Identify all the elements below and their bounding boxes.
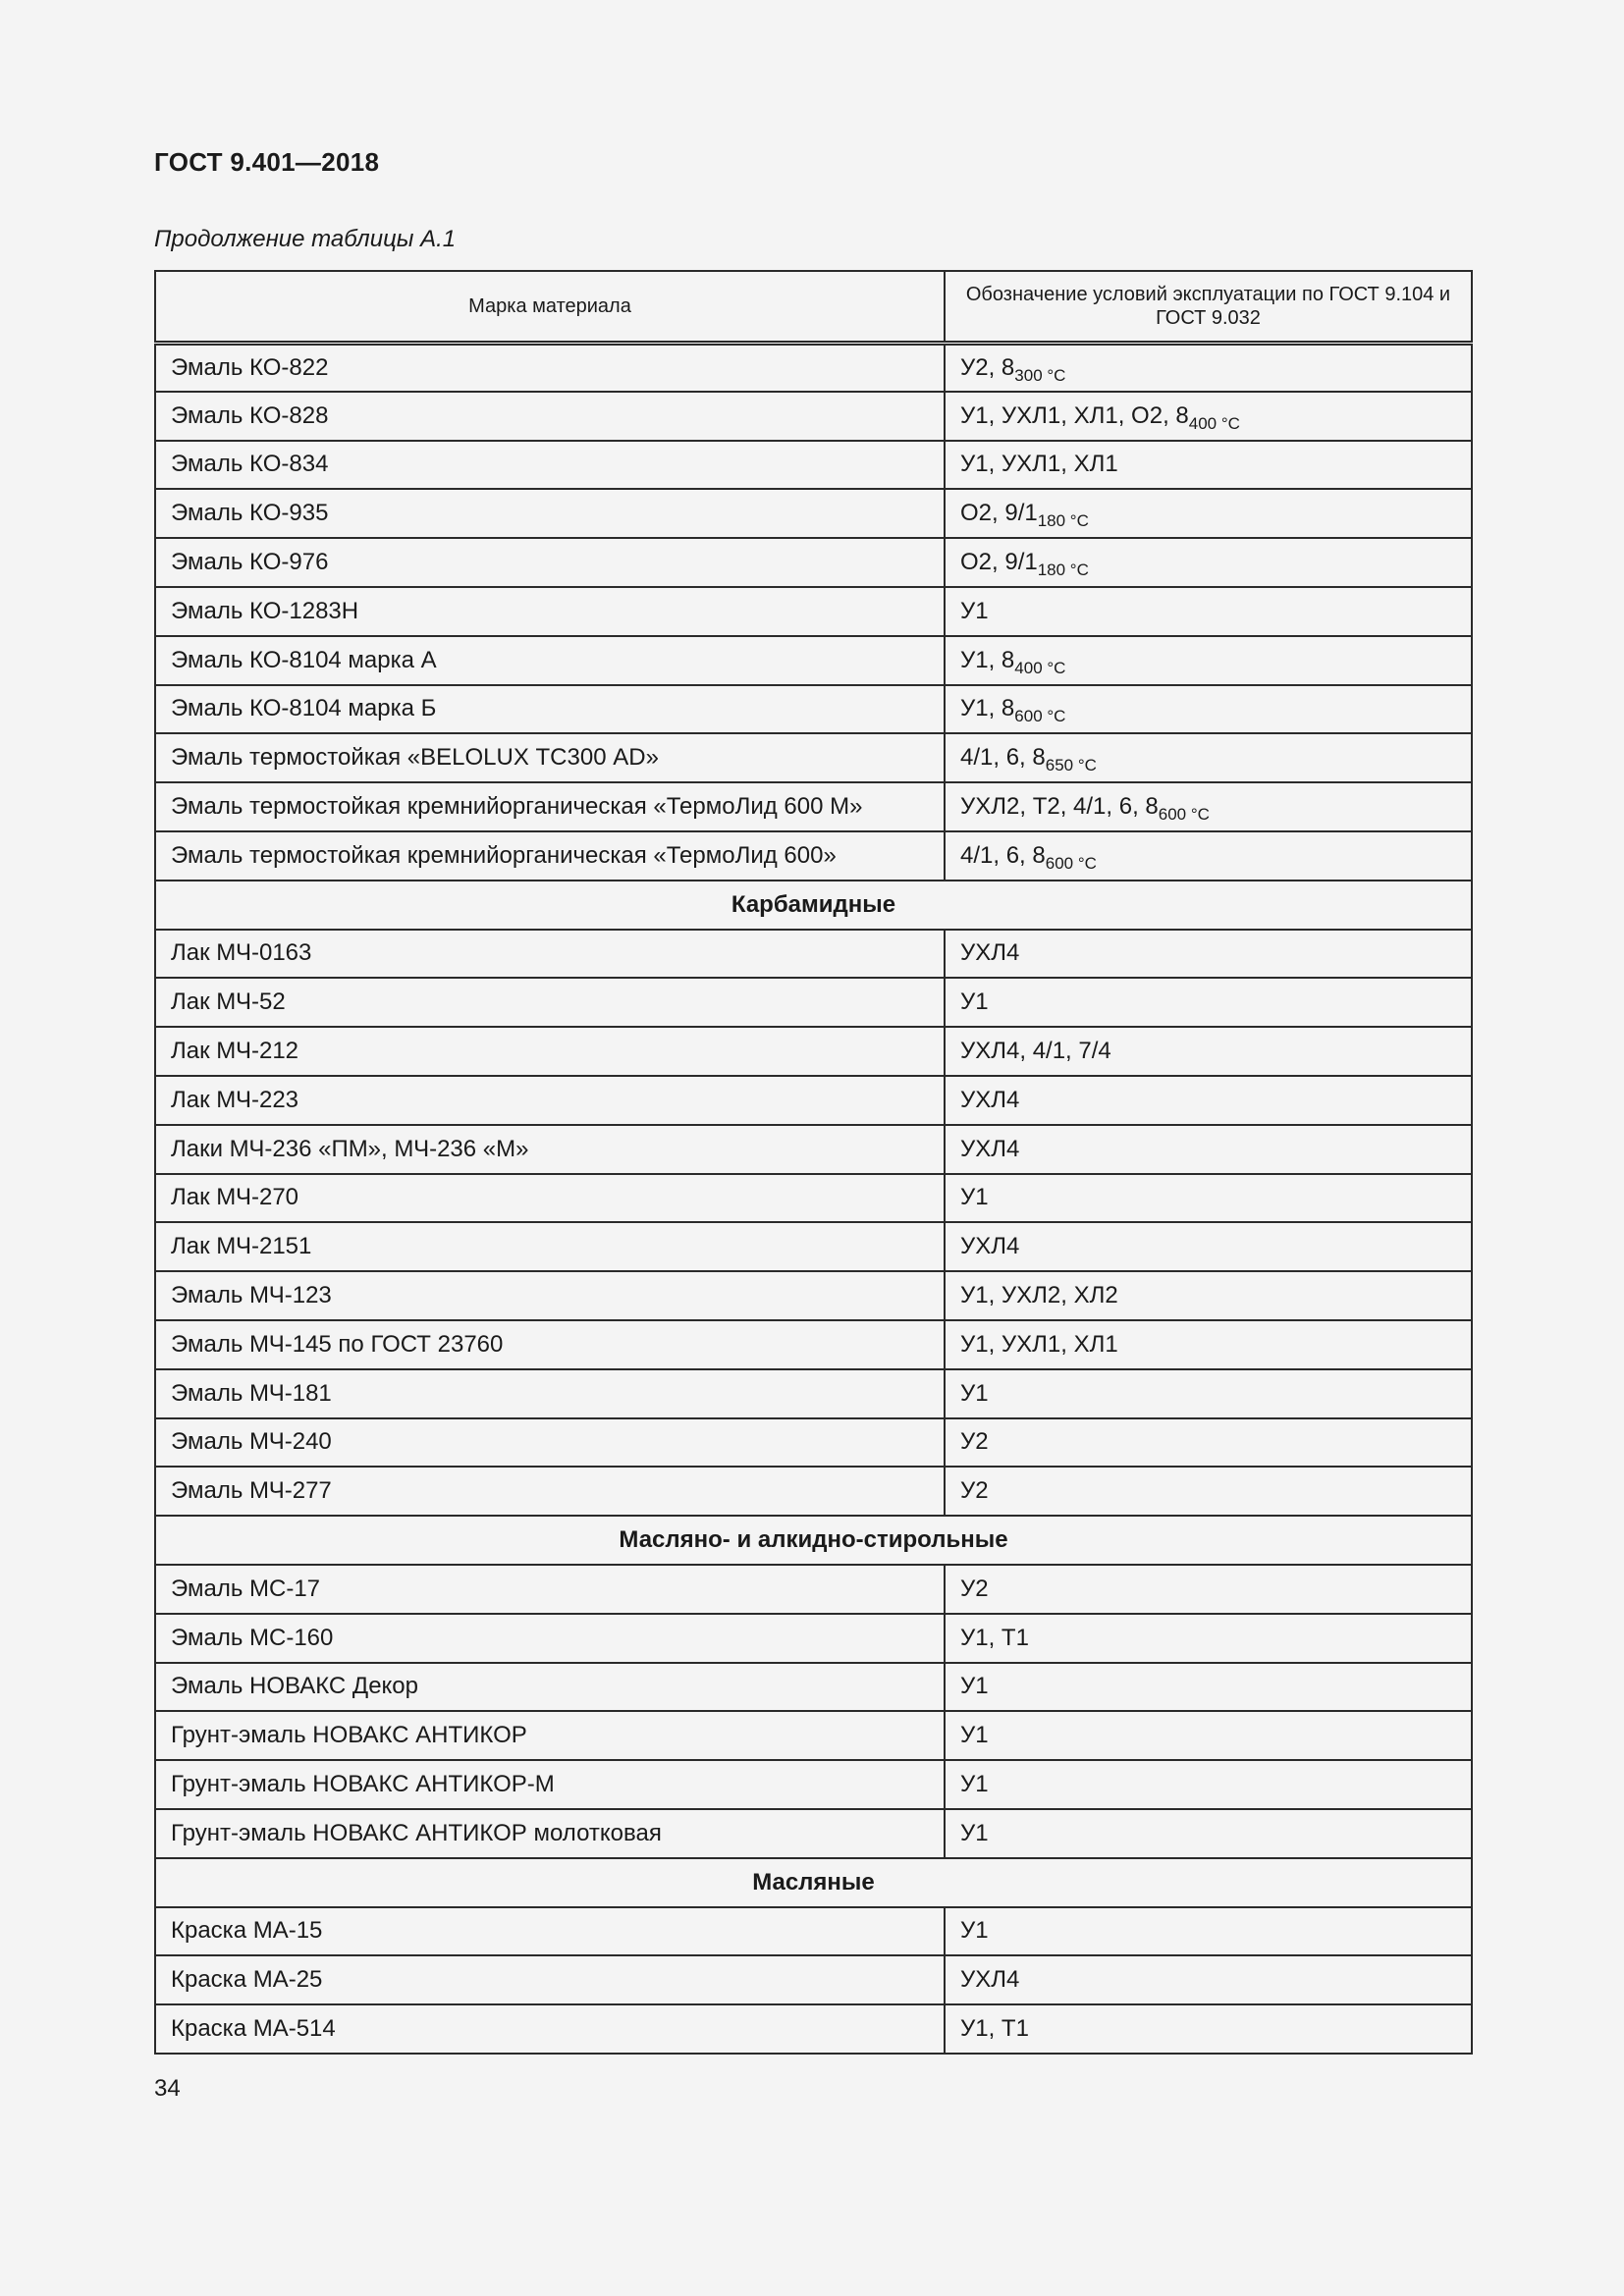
- temperature-subscript: 650 °C: [1045, 756, 1097, 775]
- table-row: [155, 930, 1472, 979]
- conditions-cell: [945, 1027, 1472, 1076]
- temperature-subscript: 180 °C: [1037, 511, 1089, 531]
- conditions-text: У1, Т1: [960, 2014, 1029, 2042]
- group-heading: Масляные: [155, 1858, 1472, 1907]
- table-row: [155, 1271, 1472, 1320]
- material-cell: Эмаль КО-8104 марка А: [155, 636, 945, 685]
- table-row: [155, 782, 1472, 831]
- conditions-text: О2, 9/1: [960, 549, 1038, 576]
- conditions-cell: [945, 587, 1472, 636]
- material-cell: Эмаль термостойкая кремнийорганическая «ТермоЛид 600»: [155, 831, 945, 881]
- table-row: [155, 1907, 1472, 1956]
- material-cell: Эмаль КО-828: [155, 392, 945, 441]
- material-cell: Краска МА-15: [155, 1907, 945, 1956]
- table-row: [155, 831, 1472, 881]
- document-standard-header: ГОСТ 9.401—2018: [154, 147, 380, 177]
- material-cell: Грунт-эмаль НОВАКС АНТИКОР молотковая: [155, 1809, 945, 1858]
- table-row: [155, 1467, 1472, 1516]
- conditions-text: 4/1, 6, 8: [960, 841, 1046, 869]
- temperature-subscript: 400 °C: [1014, 658, 1066, 677]
- table-row: [155, 441, 1472, 490]
- conditions-cell: [945, 978, 1472, 1027]
- page-number: 34: [154, 2075, 181, 2102]
- conditions-text: У1, 8: [960, 646, 1015, 673]
- material-cell: Лак МЧ-52: [155, 978, 945, 1027]
- conditions-text: УХЛ4: [960, 1966, 1020, 1994]
- table-row: [155, 1320, 1472, 1369]
- conditions-text: У1: [960, 1722, 989, 1749]
- conditions-cell: [945, 538, 1472, 587]
- conditions-cell: [945, 1760, 1472, 1809]
- conditions-cell: [945, 831, 1472, 881]
- conditions-cell: [945, 1125, 1472, 1174]
- material-cell: Эмаль КО-834: [155, 441, 945, 490]
- material-cell: Эмаль МЧ-123: [155, 1271, 945, 1320]
- table-row: [155, 1418, 1472, 1468]
- conditions-text: О2, 9/1: [960, 500, 1038, 527]
- table-caption: Продолжение таблицы А.1: [154, 226, 457, 252]
- material-cell: Эмаль МС-160: [155, 1614, 945, 1663]
- conditions-cell: [945, 489, 1472, 538]
- material-cell: Краска МА-514: [155, 2004, 945, 2054]
- conditions-cell: [945, 1565, 1472, 1614]
- material-cell: Лак МЧ-223: [155, 1076, 945, 1125]
- conditions-text: 4/1, 6, 8: [960, 744, 1046, 772]
- conditions-text: У1: [960, 1673, 989, 1700]
- table-group-row: [155, 881, 1472, 930]
- conditions-text: УХЛ4: [960, 1135, 1020, 1162]
- temperature-subscript: 300 °C: [1014, 365, 1066, 385]
- conditions-text: У1: [960, 1379, 989, 1407]
- column-header-material: Марка материала: [155, 271, 945, 343]
- material-cell: Лак МЧ-212: [155, 1027, 945, 1076]
- conditions-cell: [945, 343, 1472, 392]
- column-header-conditions: Обозначение условий эксплуатации по ГОСТ 9.104 и ГОСТ 9.032: [945, 271, 1472, 343]
- conditions-cell: [945, 1711, 1472, 1760]
- conditions-cell: [945, 2004, 1472, 2054]
- material-cell: Эмаль МС-17: [155, 1565, 945, 1614]
- conditions-text: У1, УХЛ2, ХЛ2: [960, 1282, 1118, 1309]
- conditions-cell: [945, 782, 1472, 831]
- material-cell: Грунт-эмаль НОВАКС АНТИКОР-М: [155, 1760, 945, 1809]
- material-cell: Краска МА-25: [155, 1955, 945, 2004]
- table-row: [155, 1663, 1472, 1712]
- table-row: [155, 1222, 1472, 1271]
- table-row: [155, 1565, 1472, 1614]
- conditions-text: У1, УХЛ1, ХЛ1, О2, 8: [960, 401, 1189, 429]
- table-row: [155, 538, 1472, 587]
- table-group-row: [155, 1858, 1472, 1907]
- conditions-cell: [945, 1467, 1472, 1516]
- table-row: [155, 733, 1472, 782]
- conditions-text: УХЛ2, Т2, 4/1, 6, 8: [960, 793, 1159, 821]
- conditions-cell: [945, 1076, 1472, 1125]
- conditions-text: УХЛ4: [960, 1086, 1020, 1113]
- material-cell: Эмаль МЧ-181: [155, 1369, 945, 1418]
- material-cell: Лак МЧ-0163: [155, 930, 945, 979]
- conditions-cell: [945, 441, 1472, 490]
- conditions-cell: [945, 733, 1472, 782]
- table-row: [155, 978, 1472, 1027]
- material-cell: Лак МЧ-2151: [155, 1222, 945, 1271]
- conditions-cell: [945, 392, 1472, 441]
- conditions-cell: [945, 1663, 1472, 1712]
- conditions-text: У2: [960, 1575, 989, 1602]
- table-row: [155, 392, 1472, 441]
- material-cell: Лак МЧ-270: [155, 1174, 945, 1223]
- material-cell: Эмаль МЧ-145 по ГОСТ 23760: [155, 1320, 945, 1369]
- table-row: [155, 1809, 1472, 1858]
- conditions-text: УХЛ4: [960, 1233, 1020, 1260]
- conditions-text: У1: [960, 1917, 989, 1945]
- conditions-cell: [945, 1955, 1472, 2004]
- table-row: [155, 1076, 1472, 1125]
- group-heading: Карбамидные: [155, 881, 1472, 930]
- conditions-cell: [945, 1174, 1472, 1223]
- conditions-cell: [945, 1369, 1472, 1418]
- conditions-text: У1, 8: [960, 695, 1015, 722]
- group-heading: Масляно- и алкидно-стирольные: [155, 1516, 1472, 1565]
- table-row: [155, 1027, 1472, 1076]
- conditions-text: У1: [960, 1819, 989, 1846]
- conditions-text: У1, УХЛ1, ХЛ1: [960, 451, 1118, 478]
- table-row: [155, 1955, 1472, 2004]
- conditions-text: У1: [960, 1771, 989, 1797]
- conditions-text: У1: [960, 597, 989, 624]
- temperature-subscript: 180 °C: [1037, 561, 1089, 580]
- materials-table: [154, 270, 1473, 2055]
- temperature-subscript: 400 °C: [1188, 413, 1240, 433]
- table-header-row: [155, 271, 1472, 343]
- temperature-subscript: 600 °C: [1014, 707, 1066, 726]
- table-row: [155, 587, 1472, 636]
- material-cell: Эмаль КО-976: [155, 538, 945, 587]
- table-group-row: [155, 1516, 1472, 1565]
- table-row: [155, 1760, 1472, 1809]
- material-cell: Эмаль МЧ-240: [155, 1418, 945, 1468]
- material-cell: Эмаль КО-1283Н: [155, 587, 945, 636]
- temperature-subscript: 600 °C: [1158, 805, 1210, 825]
- conditions-text: УХЛ4, 4/1, 7/4: [960, 1038, 1111, 1065]
- conditions-cell: [945, 685, 1472, 734]
- material-cell: Эмаль КО-935: [155, 489, 945, 538]
- table-row: [155, 2004, 1472, 2054]
- material-cell: Эмаль НОВАКС Декор: [155, 1663, 945, 1712]
- conditions-text: У2, 8: [960, 353, 1015, 381]
- conditions-cell: [945, 1907, 1472, 1956]
- conditions-text: У1, УХЛ1, ХЛ1: [960, 1330, 1118, 1358]
- conditions-text: У1, Т1: [960, 1624, 1029, 1651]
- conditions-cell: [945, 1418, 1472, 1468]
- conditions-cell: [945, 1320, 1472, 1369]
- material-cell: Эмаль КО-8104 марка Б: [155, 685, 945, 734]
- table-row: [155, 1125, 1472, 1174]
- conditions-text: У2: [960, 1428, 989, 1456]
- table-row: [155, 636, 1472, 685]
- conditions-text: У1: [960, 1184, 989, 1211]
- material-cell: Грунт-эмаль НОВАКС АНТИКОР: [155, 1711, 945, 1760]
- table-row: [155, 685, 1472, 734]
- conditions-text: УХЛ4: [960, 939, 1020, 967]
- material-cell: Лаки МЧ-236 «ПМ», МЧ-236 «М»: [155, 1125, 945, 1174]
- table-row: [155, 1174, 1472, 1223]
- conditions-cell: [945, 1614, 1472, 1663]
- material-cell: Эмаль термостойкая кремнийорганическая «ТермоЛид 600 М»: [155, 782, 945, 831]
- temperature-subscript: 600 °C: [1045, 853, 1097, 873]
- conditions-cell: [945, 930, 1472, 979]
- material-cell: Эмаль термостойкая «BELOLUX ТС300 AD»: [155, 733, 945, 782]
- table-row: [155, 489, 1472, 538]
- material-cell: Эмаль КО-822: [155, 343, 945, 392]
- table-row: [155, 1369, 1472, 1418]
- conditions-text: У2: [960, 1477, 989, 1505]
- table-row: [155, 343, 1472, 392]
- conditions-text: У1: [960, 988, 989, 1016]
- material-cell: Эмаль МЧ-277: [155, 1467, 945, 1516]
- conditions-cell: [945, 1271, 1472, 1320]
- table-row: [155, 1711, 1472, 1760]
- table-row: [155, 1614, 1472, 1663]
- conditions-cell: [945, 1809, 1472, 1858]
- conditions-cell: [945, 636, 1472, 685]
- conditions-cell: [945, 1222, 1472, 1271]
